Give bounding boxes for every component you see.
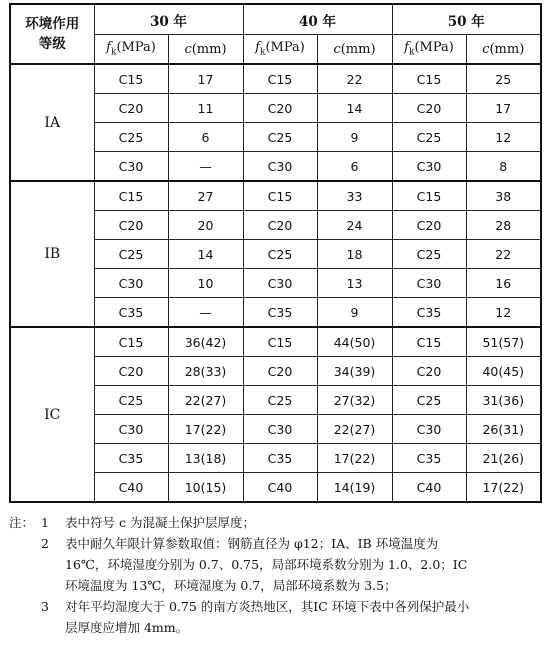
strength-grade-cell: C20	[94, 357, 168, 386]
strength-grade-cell: C25	[392, 240, 466, 269]
period-header-30: 30 年	[94, 4, 243, 35]
note-line	[9, 575, 544, 596]
cover-thickness-cell: 20	[168, 211, 243, 240]
cover-thickness-cell: 34(39)	[317, 357, 392, 386]
cover-thickness-cell: 14	[317, 94, 392, 123]
strength-grade-cell: C35	[243, 298, 317, 328]
strength-grade-cell: C35	[94, 298, 168, 328]
strength-grade-cell: C15	[94, 181, 168, 211]
fk-symbol: f	[255, 40, 260, 56]
cover-thickness-cell: 17	[466, 94, 541, 123]
cover-thickness-cell: 6	[168, 123, 243, 152]
c-unit: (mm)	[191, 41, 227, 57]
table-row	[10, 181, 541, 211]
strength-grade-cell: C35	[243, 444, 317, 473]
c-column-header	[317, 35, 392, 65]
cover-thickness-cell: 27(32)	[317, 386, 392, 415]
c-symbol: c	[184, 41, 192, 57]
cover-thickness-cell: 10(15)	[168, 473, 243, 503]
cover-thickness-cell: 22(27)	[317, 415, 392, 444]
strength-grade-cell: C25	[94, 240, 168, 269]
env-grade-cell: ⅠC	[10, 327, 94, 502]
table-header	[10, 4, 541, 64]
note-text: 环境温度为 13℃，环境湿度为 0.7，局部环境系数为 3.5；	[65, 578, 397, 593]
fk-column-header	[243, 35, 317, 65]
strength-grade-cell: C35	[392, 444, 466, 473]
env-grade-header-line2: 等级	[38, 36, 66, 52]
strength-grade-cell: C35	[94, 444, 168, 473]
cover-thickness-cell: 17(22)	[317, 444, 392, 473]
cover-thickness-cell: 17	[168, 64, 243, 94]
fk-unit: (MPa)	[265, 40, 305, 56]
cover-thickness-cell: 9	[317, 298, 392, 328]
strength-grade-cell: C20	[243, 211, 317, 240]
strength-grade-cell: C40	[243, 473, 317, 503]
strength-grade-cell: C15	[392, 181, 466, 211]
strength-grade-cell: C20	[392, 94, 466, 123]
cover-thickness-cell: 9	[317, 123, 392, 152]
strength-grade-cell: C20	[392, 357, 466, 386]
cover-thickness-cell: 36(42)	[168, 327, 243, 357]
note-text: 层厚度应增加 4mm。	[65, 620, 189, 635]
cover-thickness-cell: 17(22)	[168, 415, 243, 444]
cover-thickness-cell: 22	[317, 64, 392, 94]
strength-grade-cell: C40	[392, 473, 466, 503]
cover-thickness-cell: 12	[466, 123, 541, 152]
note-number: 1	[41, 515, 49, 530]
strength-grade-cell: C20	[392, 211, 466, 240]
notes-heading-spacer	[9, 596, 41, 617]
strength-grade-cell: C35	[392, 298, 466, 328]
strength-grade-cell: C20	[94, 211, 168, 240]
strength-grade-cell: C30	[94, 152, 168, 182]
cover-thickness-cell: 12	[466, 298, 541, 328]
fk-unit: (MPa)	[116, 40, 156, 56]
strength-grade-cell: C30	[243, 269, 317, 298]
note-line	[9, 533, 544, 554]
strength-grade-cell: C25	[94, 123, 168, 152]
cover-thickness-cell: 38	[466, 181, 541, 211]
c-column-header	[466, 35, 541, 65]
period-header-50: 50 年	[392, 4, 541, 35]
strength-grade-cell: C15	[94, 64, 168, 94]
cover-thickness-cell: 22(27)	[168, 386, 243, 415]
cover-thickness-cell: 10	[168, 269, 243, 298]
strength-grade-cell: C40	[94, 473, 168, 503]
cover-thickness-cell: 44(50)	[317, 327, 392, 357]
strength-grade-cell: C30	[392, 152, 466, 182]
note-line	[9, 512, 544, 533]
fk-symbol: f	[404, 40, 409, 56]
strength-grade-cell: C15	[392, 64, 466, 94]
cover-thickness-cell: 13(18)	[168, 444, 243, 473]
note-line	[9, 596, 544, 617]
c-column-header	[168, 35, 243, 65]
note-text: 表中符号 c 为混凝土保护层厚度；	[65, 515, 255, 530]
strength-grade-cell: C25	[392, 123, 466, 152]
cover-thickness-cell: 28(33)	[168, 357, 243, 386]
note-text: 表中耐久年限计算参数取值：钢筋直径为 φ12；ⅠA、ⅠB 环境温度为	[65, 536, 439, 551]
cover-thickness-cell: 33	[317, 181, 392, 211]
note-line	[9, 554, 544, 575]
cover-thickness-cell: 22	[466, 240, 541, 269]
c-symbol: c	[333, 41, 341, 57]
note-number: 2	[41, 536, 49, 551]
cover-thickness-cell: 25	[466, 64, 541, 94]
strength-grade-cell: C20	[243, 357, 317, 386]
fk-subscript: k	[259, 47, 266, 58]
strength-grade-cell: C30	[243, 152, 317, 182]
cover-thickness-cell: 18	[317, 240, 392, 269]
cover-thickness-cell: 40(45)	[466, 357, 541, 386]
strength-grade-cell: C15	[243, 181, 317, 211]
strength-grade-cell: C20	[94, 94, 168, 123]
cover-thickness-cell: —	[168, 298, 243, 328]
table-body	[10, 64, 541, 502]
cover-thickness-cell: 14	[168, 240, 243, 269]
strength-grade-cell: C25	[243, 240, 317, 269]
note-text: 16℃，环境湿度分别为 0.7、0.75，局部环境系数分别为 1.0、2.0；ⅠC	[65, 557, 468, 572]
c-unit: (mm)	[340, 41, 376, 57]
c-unit: (mm)	[489, 41, 525, 57]
table-notes	[9, 512, 544, 638]
env-grade-cell: ⅠB	[10, 181, 94, 327]
notes-heading: 注：	[9, 515, 35, 530]
cover-thickness-table-container	[9, 3, 540, 503]
strength-grade-cell: C15	[392, 327, 466, 357]
cover-thickness-cell: 31(36)	[466, 386, 541, 415]
fk-subscript: k	[408, 47, 415, 58]
fk-symbol: f	[106, 40, 111, 56]
period-header-40: 40 年	[243, 4, 392, 35]
note-line	[9, 617, 544, 638]
notes-heading-spacer	[9, 533, 41, 554]
cover-thickness-cell: —	[168, 152, 243, 182]
strength-grade-cell: C30	[94, 269, 168, 298]
cover-thickness-cell: 26(31)	[466, 415, 541, 444]
strength-grade-cell: C30	[392, 269, 466, 298]
note-text: 对年平均湿度大于 0.75 的南方炎热地区，其ⅠC 环境下表中各列保护最小	[65, 599, 470, 614]
cover-thickness-table	[9, 3, 542, 503]
c-symbol: c	[482, 41, 490, 57]
env-grade-header-line1: 环境作用	[25, 16, 80, 32]
strength-grade-cell: C30	[94, 415, 168, 444]
cover-thickness-cell: 16	[466, 269, 541, 298]
cover-thickness-cell: 27	[168, 181, 243, 211]
cover-thickness-cell: 8	[466, 152, 541, 182]
strength-grade-cell: C25	[243, 123, 317, 152]
strength-grade-cell: C20	[243, 94, 317, 123]
cover-thickness-cell: 17(22)	[466, 473, 541, 503]
cover-thickness-cell: 28	[466, 211, 541, 240]
strength-grade-cell: C15	[94, 327, 168, 357]
cover-thickness-cell: 24	[317, 211, 392, 240]
strength-grade-cell: C30	[392, 415, 466, 444]
fk-unit: (MPa)	[414, 40, 454, 56]
table-row	[10, 327, 541, 357]
strength-grade-cell: C25	[94, 386, 168, 415]
cover-thickness-cell: 6	[317, 152, 392, 182]
strength-grade-cell: C25	[392, 386, 466, 415]
env-grade-header	[10, 4, 94, 64]
strength-grade-cell: C25	[243, 386, 317, 415]
cover-thickness-cell: 11	[168, 94, 243, 123]
fk-column-header	[94, 35, 168, 65]
env-grade-cell: ⅠA	[10, 64, 94, 181]
fk-subscript: k	[110, 47, 117, 58]
cover-thickness-cell: 21(26)	[466, 444, 541, 473]
cover-thickness-cell: 51(57)	[466, 327, 541, 357]
strength-grade-cell: C15	[243, 64, 317, 94]
note-number: 3	[41, 599, 49, 614]
strength-grade-cell: C30	[243, 415, 317, 444]
strength-grade-cell: C15	[243, 327, 317, 357]
cover-thickness-cell: 14(19)	[317, 473, 392, 503]
cover-thickness-cell: 13	[317, 269, 392, 298]
fk-column-header	[392, 35, 466, 65]
table-row	[10, 64, 541, 94]
